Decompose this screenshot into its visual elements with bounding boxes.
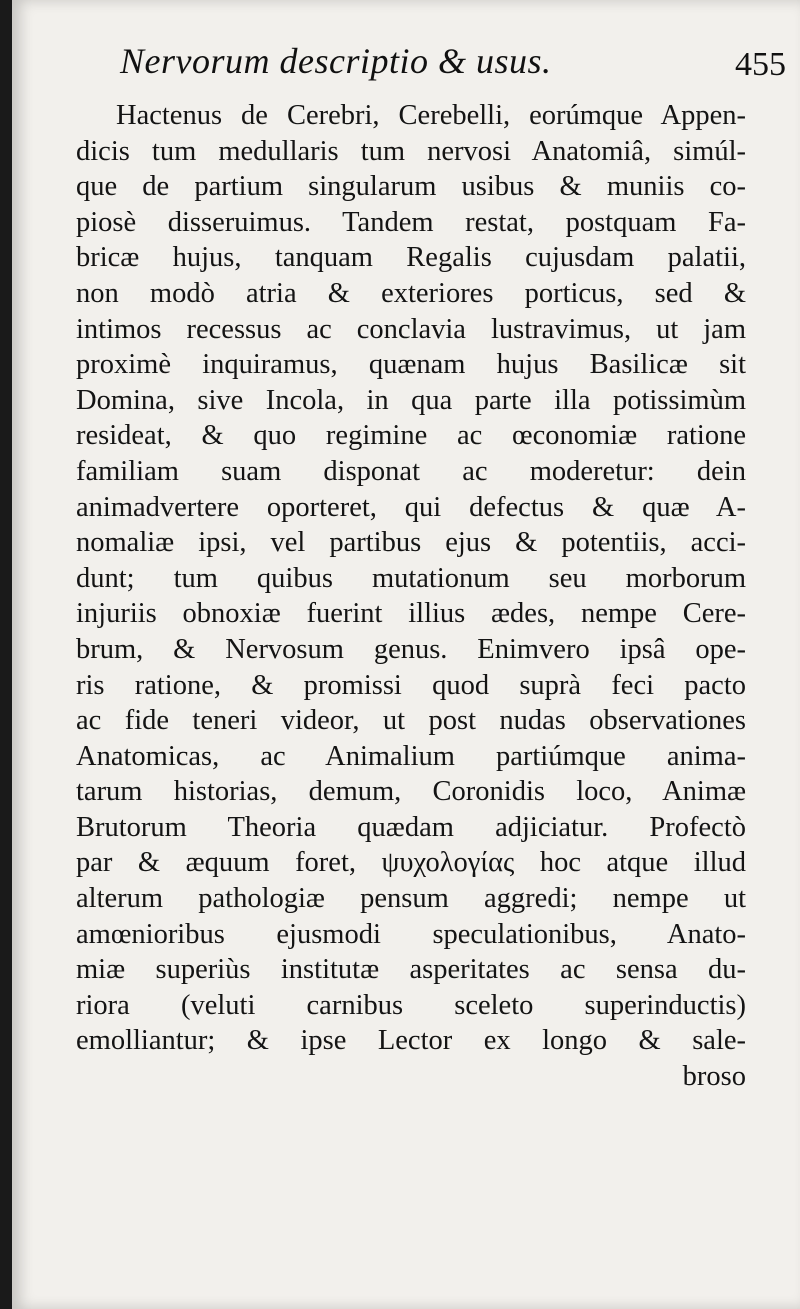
text-line: bricæ hujus, tanquam Regalis cujusdam palatii, bbox=[76, 242, 746, 274]
running-head bbox=[12, 40, 800, 92]
text-line: miæ superiùs institutæ asperitates ac sensa du- bbox=[76, 954, 746, 986]
book-page bbox=[12, 0, 800, 1309]
text-line: animadvertere oporteret, qui defectus & quæ A- bbox=[76, 491, 746, 523]
text-line: riora (veluti carnibus sceleto superinductis) bbox=[76, 989, 746, 1021]
text-line: Anatomicas, ac Animalium partiúmque anima- bbox=[76, 740, 746, 772]
text-line: injuriis obnoxiæ fuerint illius ædes, nempe Cere- bbox=[76, 598, 746, 630]
text-line: tarum historias, demum, Coronidis loco, Animæ bbox=[76, 776, 746, 808]
text-line: Domina, sive Incola, in qua parte illa potissimùm bbox=[76, 384, 746, 416]
text-line: resideat, & quo regimine ac œconomiæ ratione bbox=[76, 420, 746, 452]
text-line: Hactenus de Cerebri, Cerebelli, eorúmque Appen- bbox=[116, 100, 746, 131]
text-line: que de partium singularum usibus & muniis co- bbox=[76, 171, 746, 203]
text-line: emolliantur; & ipse Lector ex longo & sale- bbox=[76, 1025, 746, 1057]
text-line: nomaliæ ipsi, vel partibus ejus & potentiis, acci- bbox=[76, 527, 746, 559]
page-number: 455 bbox=[735, 46, 786, 83]
text-line: par & æquum foret, ψυχολογίας hoc atque illud bbox=[76, 847, 746, 879]
text-line: brum, & Nervosum genus. Enimvero ipsâ ope- bbox=[76, 633, 746, 665]
running-title: Nervorum descriptio & usus. bbox=[120, 41, 552, 81]
text-line: alterum pathologiæ pensum aggredi; nempe ut bbox=[76, 883, 746, 915]
catchword: broso bbox=[682, 1061, 746, 1093]
text-line: amœnioribus ejusmodi speculationibus, Anato- bbox=[76, 918, 746, 950]
text-line: dunt; tum quibus mutationum seu morborum bbox=[76, 562, 746, 594]
text-line: Brutorum Theoria quædam adjiciatur. Profectò bbox=[76, 811, 746, 843]
text-line: dicis tum medullaris tum nervosi Anatomiâ, simúl- bbox=[76, 135, 746, 167]
text-line: ac fide teneri videor, ut post nudas observationes bbox=[76, 705, 746, 737]
text-line: familiam suam disponat ac moderetur: dein bbox=[76, 455, 746, 487]
text-line: piosè disseruimus. Tandem restat, postquam Fa- bbox=[76, 206, 746, 238]
text-line: intimos recessus ac conclavia lustravimus, ut jam bbox=[76, 313, 746, 345]
text-line: non modò atria & exteriores porticus, sed & bbox=[76, 277, 746, 309]
text-line: proximè inquiramus, quænam hujus Basilicæ sit bbox=[76, 349, 746, 381]
body-text bbox=[76, 98, 746, 1095]
text-line: ris ratione, & promissi quod suprà feci pacto bbox=[76, 669, 746, 701]
